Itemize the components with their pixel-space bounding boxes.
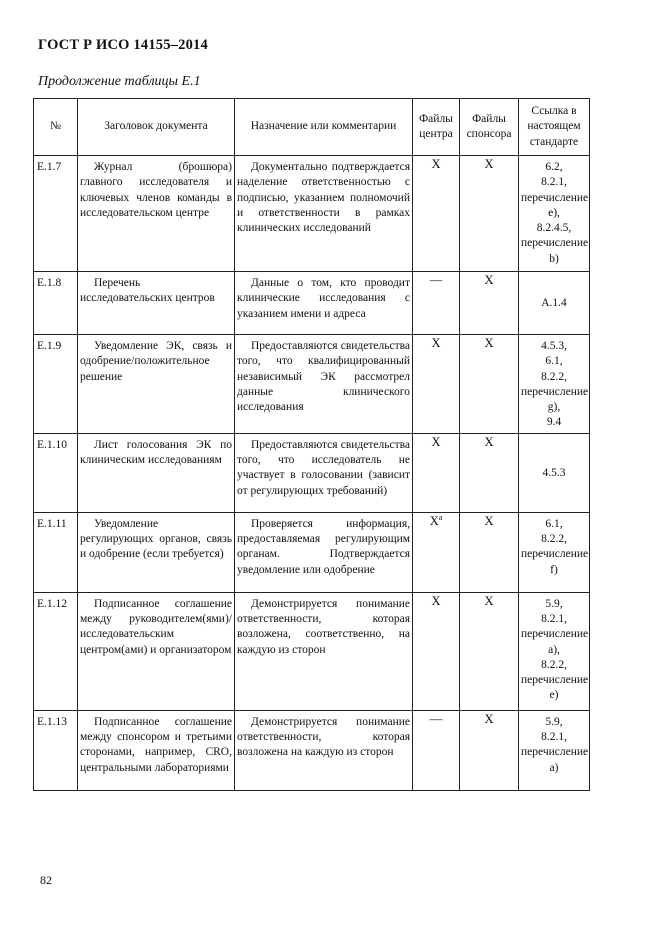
table-row bbox=[34, 335, 590, 434]
center-files-cell bbox=[413, 272, 460, 335]
sponsor-files-cell: X bbox=[460, 433, 519, 512]
page-number: 82 bbox=[40, 873, 52, 887]
reference-line: перечисление g), bbox=[521, 385, 589, 414]
document-title-cell bbox=[78, 710, 235, 790]
row-number: Е.1.8 bbox=[34, 272, 78, 335]
reference-line: 6.1, bbox=[545, 355, 563, 368]
reference-line: перечисление а), bbox=[521, 628, 589, 656]
reference-line: 8.2.4.5, bbox=[536, 222, 572, 235]
reference-cell bbox=[519, 512, 590, 592]
document-title-cell bbox=[78, 156, 235, 272]
table-row bbox=[34, 433, 590, 512]
row-number: Е.1.12 bbox=[34, 592, 78, 710]
document-title-cell bbox=[78, 272, 235, 335]
center-footnote-mark: a bbox=[438, 512, 443, 522]
purpose-text: Проверяется информация, предоставляемая регулирующим органам. Подтверждается уведомление или одобрение bbox=[237, 517, 410, 576]
sponsor-files-cell: X bbox=[460, 156, 519, 272]
purpose-text: Данные о том, кто проводит клинические исследования с указанием имени и адреса bbox=[237, 277, 410, 320]
sponsor-files-cell: X bbox=[460, 512, 519, 592]
reference-cell bbox=[519, 433, 590, 512]
document-title: ГОСТ Р ИСО 14155–2014 bbox=[38, 37, 208, 53]
document-title-text: Журнал (брошюра) главного исследователя и ключевых членов команды в исследовательском центре bbox=[80, 161, 232, 219]
reference-line: 8.2.1, bbox=[541, 730, 567, 743]
center-mark: X bbox=[429, 513, 439, 528]
table-caption: Продолжение таблицы Е.1 bbox=[38, 74, 201, 89]
document-title-cell bbox=[78, 592, 235, 710]
center-files-cell bbox=[413, 512, 460, 592]
documents-table bbox=[33, 98, 590, 791]
center-mark: X bbox=[431, 434, 441, 449]
center-mark: X bbox=[431, 157, 441, 171]
reference-cell bbox=[519, 335, 590, 434]
row-number: Е.1.13 bbox=[34, 710, 78, 790]
header-reference: Ссылка в настоящем стандарте bbox=[519, 99, 590, 156]
center-files-cell bbox=[413, 335, 460, 434]
reference-line: 4.5.3 bbox=[542, 467, 566, 480]
table-row bbox=[34, 272, 590, 335]
reference-line: 5.9, bbox=[545, 715, 563, 728]
center-mark: X bbox=[431, 593, 441, 608]
header-num: № bbox=[34, 99, 78, 156]
header-sponsor-files: Файлы спонсора bbox=[460, 99, 519, 156]
table-row bbox=[34, 156, 590, 272]
center-files-cell bbox=[413, 592, 460, 710]
document-title-text: Лист голосования ЭК по клиническим исследованиям bbox=[80, 438, 232, 466]
row-number: Е.1.7 bbox=[34, 156, 78, 272]
center-mark: — bbox=[429, 711, 443, 726]
purpose-text: Демонстрируется понимание ответственности, которая возложена на каждую из сторон bbox=[237, 715, 410, 759]
reference-line: 8.2.2, bbox=[541, 658, 567, 671]
purpose-text: Документально подтверждается наделение ответственностью с подписью, указанием полномочий и ответственности в рамках клинических исследований bbox=[237, 161, 410, 235]
table-header-row bbox=[34, 99, 590, 156]
purpose-cell bbox=[235, 512, 413, 592]
purpose-cell bbox=[235, 710, 413, 790]
table-row bbox=[34, 512, 590, 592]
table-row bbox=[34, 710, 590, 790]
document-title-text: Перечень исследовательских центров bbox=[80, 277, 215, 305]
reference-line: 6.1, bbox=[545, 517, 563, 530]
header-title: Заголовок документа bbox=[78, 99, 235, 156]
reference-line: 5.9, bbox=[545, 597, 563, 610]
header-center-files: Файлы центра bbox=[413, 99, 460, 156]
center-files-cell bbox=[413, 710, 460, 790]
sponsor-files-cell: X bbox=[460, 335, 519, 434]
reference-cell bbox=[519, 710, 590, 790]
reference-line: перечисление а) bbox=[521, 746, 589, 774]
purpose-cell bbox=[235, 156, 413, 272]
reference-line: 8.2.1, bbox=[541, 176, 567, 189]
header-purpose: Назначение или комментарии bbox=[235, 99, 413, 156]
document-title-text: Уведомление ЭК, связь и одобрение/положительное решение bbox=[80, 340, 232, 383]
reference-line: 8.2.1, bbox=[541, 612, 567, 625]
purpose-text: Предоставляются свидетельства того, что квалифицированный независимый ЭК рассмотрел данные клинического исследования bbox=[237, 340, 410, 414]
sponsor-files-cell: X bbox=[460, 710, 519, 790]
reference-cell bbox=[519, 272, 590, 335]
reference-line: 8.2.2, bbox=[541, 370, 567, 383]
reference-line: перечисление е), bbox=[521, 191, 589, 219]
sponsor-files-cell: X bbox=[460, 272, 519, 335]
reference-line: перечисление b) bbox=[521, 237, 589, 265]
reference-cell bbox=[519, 156, 590, 272]
row-number: Е.1.9 bbox=[34, 335, 78, 434]
row-number: Е.1.10 bbox=[34, 433, 78, 512]
reference-line: А.1.4 bbox=[541, 297, 567, 310]
reference-line: 9.4 bbox=[546, 416, 562, 429]
reference-line: 4.5.3, bbox=[541, 340, 567, 352]
document-title-cell bbox=[78, 512, 235, 592]
purpose-cell bbox=[235, 335, 413, 434]
document-title-text: Подписанное соглашение между руководителем(ями)/ исследовательским центром(ами) и организатором bbox=[80, 597, 232, 656]
purpose-cell bbox=[235, 272, 413, 335]
document-title-cell bbox=[78, 433, 235, 512]
sponsor-files-cell: X bbox=[460, 592, 519, 710]
center-files-cell bbox=[413, 433, 460, 512]
reference-line: 8.2.2, bbox=[541, 532, 567, 545]
reference-line: перечисление f) bbox=[521, 548, 589, 576]
table-row bbox=[34, 592, 590, 710]
purpose-text: Предоставляются свидетельства того, что исследователь не участвует в голосовании (зависит от регулирующих требований) bbox=[237, 438, 410, 497]
reference-line: перечисление е) bbox=[521, 674, 589, 702]
center-mark: X bbox=[431, 336, 441, 350]
document-title-text: Уведомление регулирующих органов, связь и одобрение (если требуется) bbox=[80, 517, 232, 561]
reference-cell bbox=[519, 592, 590, 710]
center-files-cell bbox=[413, 156, 460, 272]
purpose-cell bbox=[235, 433, 413, 512]
center-mark: — bbox=[429, 273, 443, 287]
document-title-text: Подписанное соглашение между спонсором и третьими сторонами, например, CRO, центральными лабораториями bbox=[80, 715, 232, 774]
purpose-cell bbox=[235, 592, 413, 710]
purpose-text: Демонстрируется понимание ответственности, которая возложена, соответственно, на каждую из сторон bbox=[237, 597, 410, 656]
document-title-cell bbox=[78, 335, 235, 434]
reference-line: 6.2, bbox=[545, 161, 563, 173]
row-number: Е.1.11 bbox=[34, 512, 78, 592]
